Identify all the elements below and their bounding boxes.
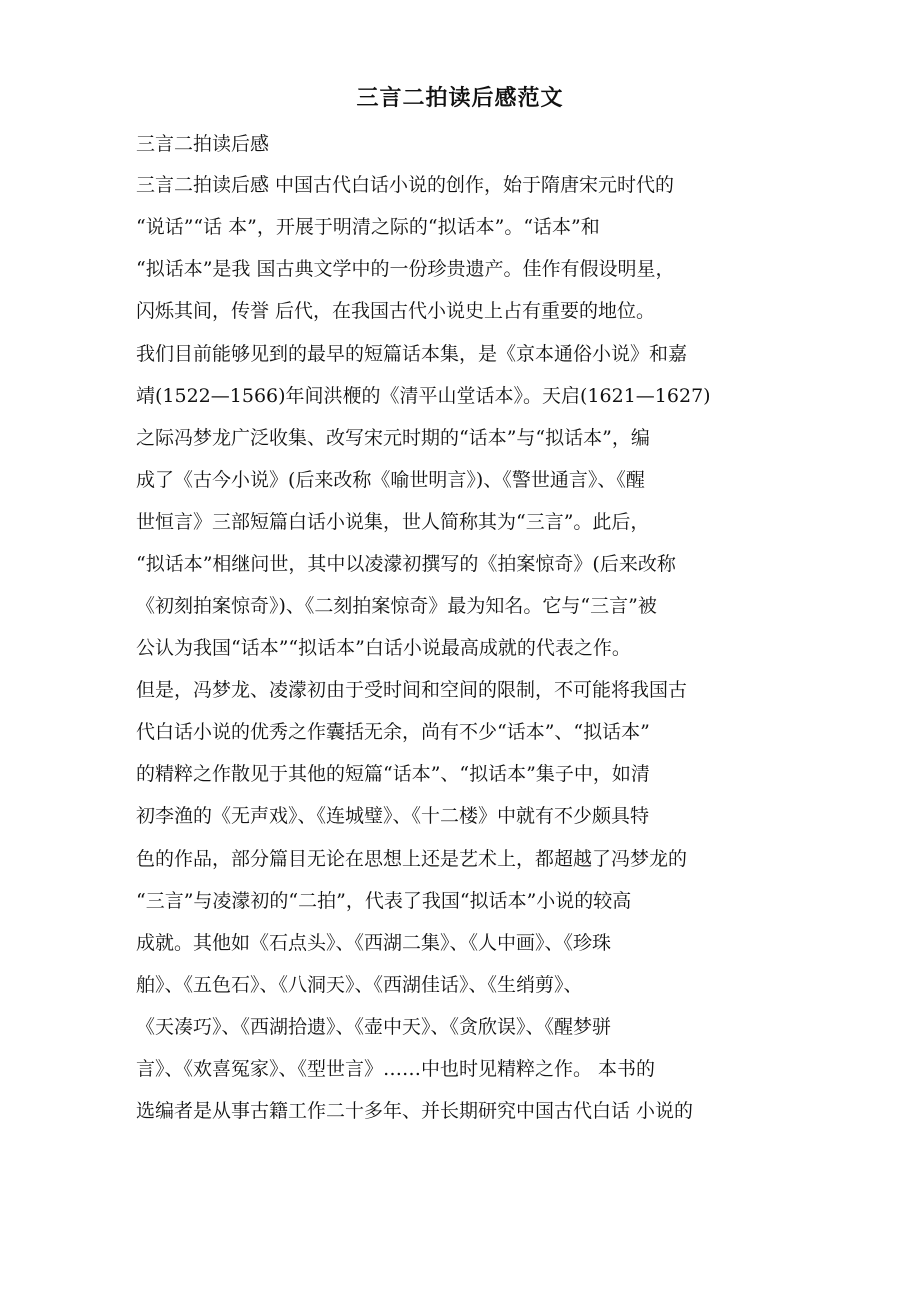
text-line: 言》、《欢喜冤家》、《型世言》……中也时见精粹之作。 本书的: [136, 1058, 656, 1080]
text-line: 《天凑巧》、《西湖拾遗》、《壶中天》、《贪欣误》、《醒梦骈: [136, 1016, 612, 1038]
text-line: 色的作品，部分篇目无论在思想上还是艺术上，都超越了冯梦龙的: [136, 848, 688, 870]
text-line: 之际冯梦龙广泛收集、改写宋元时期的“话本”与“拟话本”，编: [136, 427, 650, 449]
text-line: “说话”“话 本”，开展于明清之际的“拟话本”。“话本”和: [136, 216, 600, 238]
text-line: “拟话本”是我 国古典文学中的一份珍贵遗产。佳作有假设明星，: [136, 258, 675, 280]
text-line: 代白话小说的优秀之作囊括无余，尚有不少“话本”、“拟话本”: [136, 721, 650, 743]
text-line: 成就。其他如《石点头》、《西湖二集》、《人中画》、《珍珠: [136, 932, 612, 954]
subtitle-line: 三言二拍读后感: [136, 133, 270, 155]
text-line: 三言二拍读后感 中国古代白话小说的创作，始于隋唐宋元时代的: [136, 174, 675, 196]
text-line: 舶》、《五色石》、《八洞天》、《西湖佳话》、《生绡剪》、: [136, 974, 583, 996]
text-line: 初李渔的《无声戏》、《连城璧》、《十二楼》中就有不少颇具特: [136, 805, 650, 827]
document-title: 三言二拍读后感范文: [356, 85, 564, 111]
text-line: 公认为我国“话本”“拟话本”白话小说最高成就的代表之作。: [136, 637, 631, 659]
text-line: “拟话本”相继问世，其中以凌濛初撰写的《拍案惊奇》(后来改称: [136, 553, 676, 575]
text-line: 但是，冯梦龙、凌濛初由于受时间和空间的限制，不可能将我国古: [136, 679, 688, 701]
text-line: 的精粹之作散见于其他的短篇“话本”、“拟话本”集子中，如清: [136, 763, 650, 785]
text-line: 我们目前能够见到的最早的短篇话本集，是《京本通俗小说》和嘉: [136, 343, 688, 365]
text-line: 闪烁其间，传誉 后代，在我国古代小说史上占有重要的地位。: [136, 300, 656, 322]
text-line: 成了《古今小说》(后来改称《喻世明言》)、《警世通言》、《醒: [136, 469, 645, 491]
text-line: 世恒言》三部短篇白话小说集，世人简称其为“三言”。此后，: [136, 511, 650, 533]
text-line: “三言”与凌濛初的“二拍”，代表了我国“拟话本”小说的较高: [136, 890, 632, 912]
text-line: 选编者是从事古籍工作二十多年、并长期研究中国古代白话 小说的: [136, 1100, 694, 1122]
text-line: 《初刻拍案惊奇》)、《二刻拍案惊奇》最为知名。它与“三言”被: [136, 595, 657, 617]
text-line: 靖(1522—1566)年间洪楩的《清平山堂话本》。天启(1621—1627): [136, 385, 711, 407]
